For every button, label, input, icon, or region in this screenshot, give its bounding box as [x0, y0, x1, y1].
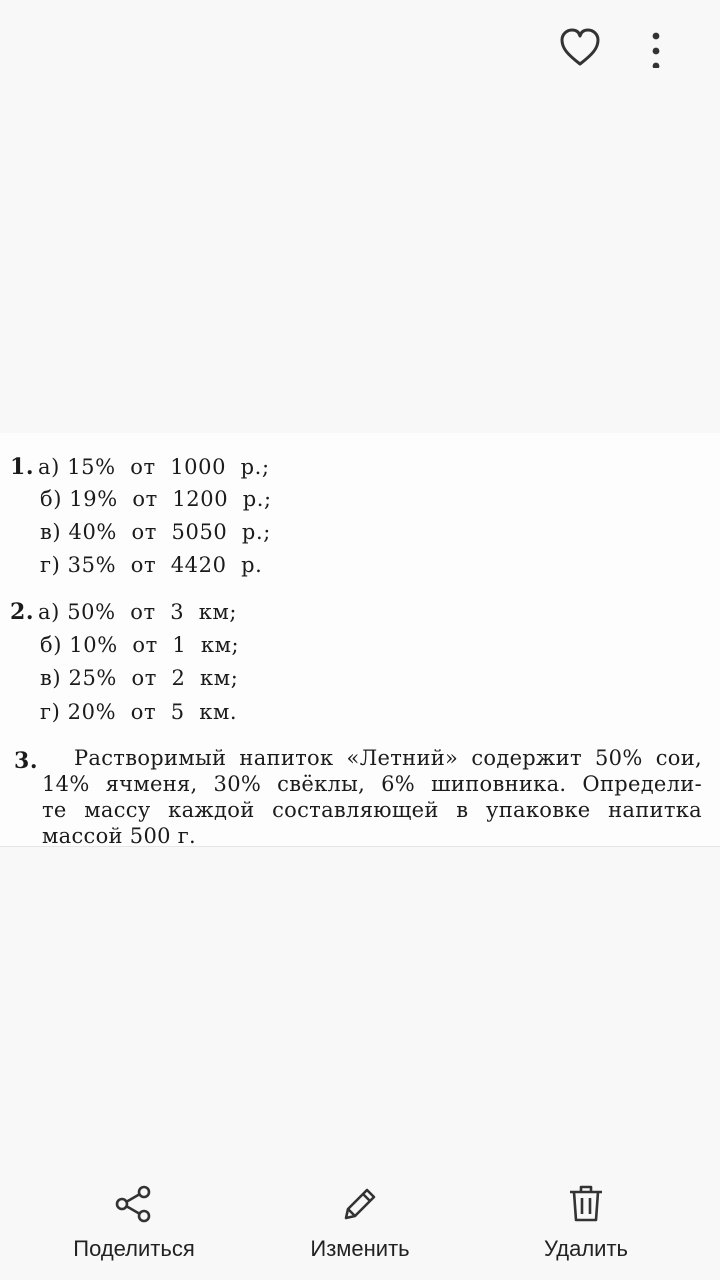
edit-label: Изменить — [310, 1236, 410, 1261]
edit-button[interactable] — [260, 1184, 460, 1274]
trash-icon — [566, 1184, 606, 1224]
top-toolbar — [0, 0, 720, 96]
share-label: Поделиться — [73, 1236, 195, 1261]
textbook-photo — [0, 433, 720, 847]
task-3-line-4: массой 500 г. — [42, 824, 197, 847]
task-2-number: 2. — [10, 599, 35, 625]
task-1-item-d: г) 35% от 4420 р. — [40, 553, 263, 577]
task-3-number: 3. — [14, 748, 39, 774]
task-3-line-2: 14% ячменя, 30% свёклы, 6% шиповника. Определи- — [42, 772, 702, 796]
share-icon — [114, 1184, 154, 1224]
task-1-number: 1. — [10, 454, 35, 480]
delete-label: Удалить — [544, 1236, 628, 1261]
task-1-item-a: а) 15% от 1000 р.; — [38, 455, 270, 479]
more-options-button[interactable] — [632, 24, 680, 72]
heart-icon — [559, 28, 601, 68]
task-2-item-c: в) 25% от 2 км; — [40, 666, 239, 690]
pencil-icon — [340, 1184, 380, 1224]
task-3-text — [42, 745, 702, 847]
delete-button[interactable] — [486, 1184, 686, 1274]
task-3-line-1: Растворимый напиток «Летний» содержит 50% сои, — [74, 746, 702, 770]
task-2-item-b: б) 10% от 1 км; — [40, 633, 240, 657]
task-2-item-a: а) 50% от 3 км; — [38, 600, 238, 624]
bottom-action-bar — [0, 1170, 720, 1280]
favorite-button[interactable] — [556, 24, 604, 72]
task-3-line-3: те массу каждой составляющей в упаковке напитка — [42, 798, 702, 822]
task-1-item-c: в) 40% от 5050 р.; — [40, 520, 271, 544]
share-button[interactable] — [34, 1184, 234, 1274]
task-1-item-b: б) 19% от 1200 р.; — [40, 487, 272, 511]
task-2-item-d: г) 20% от 5 км. — [40, 700, 238, 724]
more-vertical-icon — [650, 28, 662, 68]
